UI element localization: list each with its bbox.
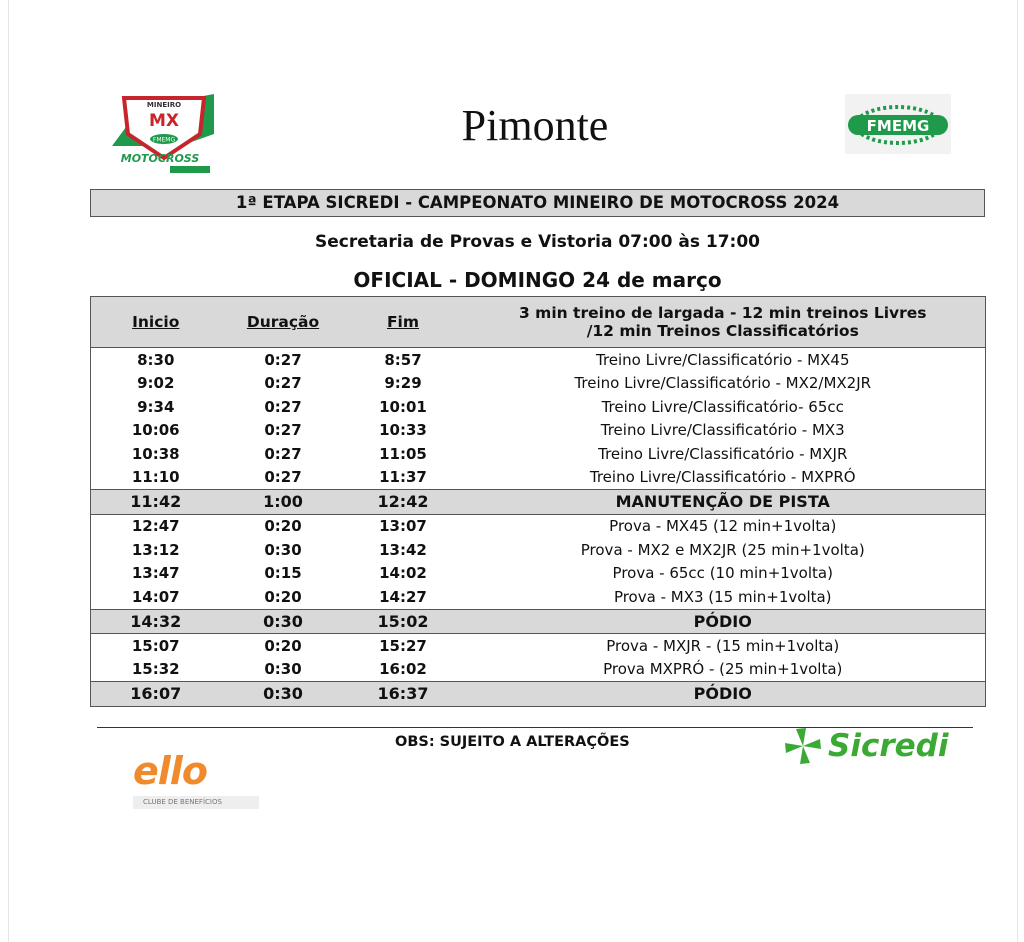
cell-fim: 13:42 — [379, 540, 427, 559]
cell-fim: 12:42 — [346, 490, 461, 515]
cell-description: Prova - MX3 (15 min+1volta) — [613, 587, 832, 606]
cell-inicio: 14:32 — [91, 609, 221, 634]
cell-inicio: 10:06 — [131, 421, 180, 440]
table-row — [91, 372, 986, 396]
cell-description: Prova - 65cc (10 min+1volta) — [612, 564, 833, 583]
svg-text:MX: MX — [148, 111, 180, 131]
table-row-highlight — [91, 490, 986, 515]
cell-description: Treino Livre/Classificatório - MX2/MX2JR — [574, 374, 872, 393]
cell-duracao: 0:15 — [264, 564, 302, 583]
table-row — [91, 442, 986, 466]
cell-description: Treino Livre/Classificatório - MXJR — [598, 444, 848, 463]
cell-fim: 15:02 — [346, 609, 461, 634]
ello-tagline: CLUBE DE BENEFÍCIOS — [133, 796, 259, 809]
svg-text:FMEMG: FMEMG — [866, 117, 930, 135]
cell-fim: 16:02 — [379, 660, 427, 679]
cell-duracao: 0:30 — [264, 660, 302, 679]
fmemg-logo — [845, 94, 951, 154]
table-row — [91, 348, 986, 372]
schedule-day-heading: OFICIAL - DOMINGO 24 de março — [353, 268, 722, 292]
header-duracao: Duração — [221, 297, 346, 348]
cell-fim: 13:07 — [379, 517, 427, 536]
cell-duracao: 0:20 — [264, 587, 302, 606]
sicredi-wordmark: Sicredi — [828, 728, 949, 764]
table-row — [91, 395, 986, 419]
cell-description: Prova - MXJR - (15 min+1volta) — [606, 636, 840, 655]
cell-fim: 16:37 — [346, 682, 461, 707]
cell-duracao: 0:30 — [264, 540, 302, 559]
cell-duracao: 0:27 — [264, 397, 302, 416]
table-row — [91, 658, 986, 682]
cell-duracao: 0:27 — [264, 421, 302, 440]
sicredi-flower-icon — [782, 725, 824, 767]
header-description: 3 min treino de largada - 12 min treinos Livres /12 min Treinos Classificatórios — [461, 297, 986, 348]
cell-duracao: 1:00 — [221, 490, 346, 515]
table-row — [91, 466, 986, 490]
secretaria-hours: Secretaria de Provas e Vistoria 07:00 às 17:00 — [314, 232, 760, 252]
cell-duracao: 0:30 — [221, 609, 346, 634]
cell-fim: 14:02 — [379, 564, 427, 583]
footer-note: OBS: SUJEITO A ALTERAÇÕES — [395, 734, 630, 750]
ello-wordmark: ello — [133, 749, 207, 793]
cell-fim: 11:05 — [379, 444, 427, 463]
cell-inicio: 15:07 — [131, 636, 180, 655]
svg-text:MINEIRO: MINEIRO — [146, 101, 182, 109]
svg-text:FMEMG: FMEMG — [152, 136, 176, 144]
cell-inicio: 11:42 — [91, 490, 221, 515]
header-fim: Fim — [346, 297, 461, 348]
table-row-highlight — [91, 682, 986, 707]
cell-fim: 8:57 — [384, 350, 422, 369]
cell-description: Treino Livre/Classificatório - MXPRÓ — [589, 468, 856, 487]
page-title: Pimonte — [461, 101, 609, 150]
cell-inicio: 13:47 — [131, 564, 180, 583]
cell-fim: 9:29 — [384, 374, 422, 393]
cell-description: MANUTENÇÃO DE PISTA — [461, 490, 986, 515]
cell-description: Prova - MX45 (12 min+1volta) — [609, 517, 837, 536]
cell-description: Treino Livre/Classificatório - MX45 — [595, 350, 850, 369]
cell-fim: 11:37 — [379, 468, 427, 487]
cell-fim: 14:27 — [379, 587, 427, 606]
cell-duracao: 0:20 — [264, 517, 302, 536]
cell-fim: 15:27 — [379, 636, 427, 655]
ello-logo — [133, 748, 259, 808]
cell-description: PÓDIO — [461, 682, 986, 707]
cell-description: Treino Livre/Classificatório - MX3 — [600, 421, 845, 440]
cell-inicio: 16:07 — [91, 682, 221, 707]
cell-description: Prova - MX2 e MX2JR (25 min+1volta) — [580, 540, 865, 559]
cell-inicio: 8:30 — [137, 350, 175, 369]
cell-description: PÓDIO — [461, 609, 986, 634]
cell-inicio: 12:47 — [131, 517, 180, 536]
cell-inicio: 13:12 — [131, 540, 180, 559]
table-row — [91, 634, 986, 658]
cell-description: Treino Livre/Classificatório- 65cc — [601, 397, 844, 416]
cell-description: Prova MXPRÓ - (25 min+1volta) — [603, 660, 843, 679]
sicredi-logo — [782, 724, 948, 768]
table-row — [91, 562, 986, 586]
cell-duracao: 0:27 — [264, 374, 302, 393]
cell-inicio: 9:02 — [137, 374, 175, 393]
event-banner: 1ª ETAPA SICREDI - CAMPEONATO MINEIRO DE MOTOCROSS 2024 — [90, 189, 985, 217]
cell-duracao: 0:20 — [264, 636, 302, 655]
table-row — [91, 538, 986, 562]
cell-inicio: 15:32 — [131, 660, 180, 679]
cell-inicio: 9:34 — [137, 397, 175, 416]
cell-duracao: 0:27 — [264, 444, 302, 463]
svg-text:MOTOCROSS: MOTOCROSS — [120, 152, 200, 165]
cell-inicio: 14:07 — [131, 587, 180, 606]
table-row — [91, 514, 986, 538]
cell-fim: 10:01 — [379, 397, 427, 416]
cell-duracao: 0:30 — [221, 682, 346, 707]
table-row — [91, 419, 986, 443]
schedule-table — [90, 296, 986, 707]
cell-duracao: 0:27 — [264, 350, 302, 369]
cell-inicio: 11:10 — [131, 468, 180, 487]
table-row — [91, 585, 986, 609]
header-inicio: Inicio — [91, 297, 221, 348]
table-header-row — [91, 297, 986, 348]
cell-fim: 10:33 — [379, 421, 427, 440]
cell-inicio: 10:38 — [131, 444, 180, 463]
table-row-highlight — [91, 609, 986, 634]
cell-duracao: 0:27 — [264, 468, 302, 487]
